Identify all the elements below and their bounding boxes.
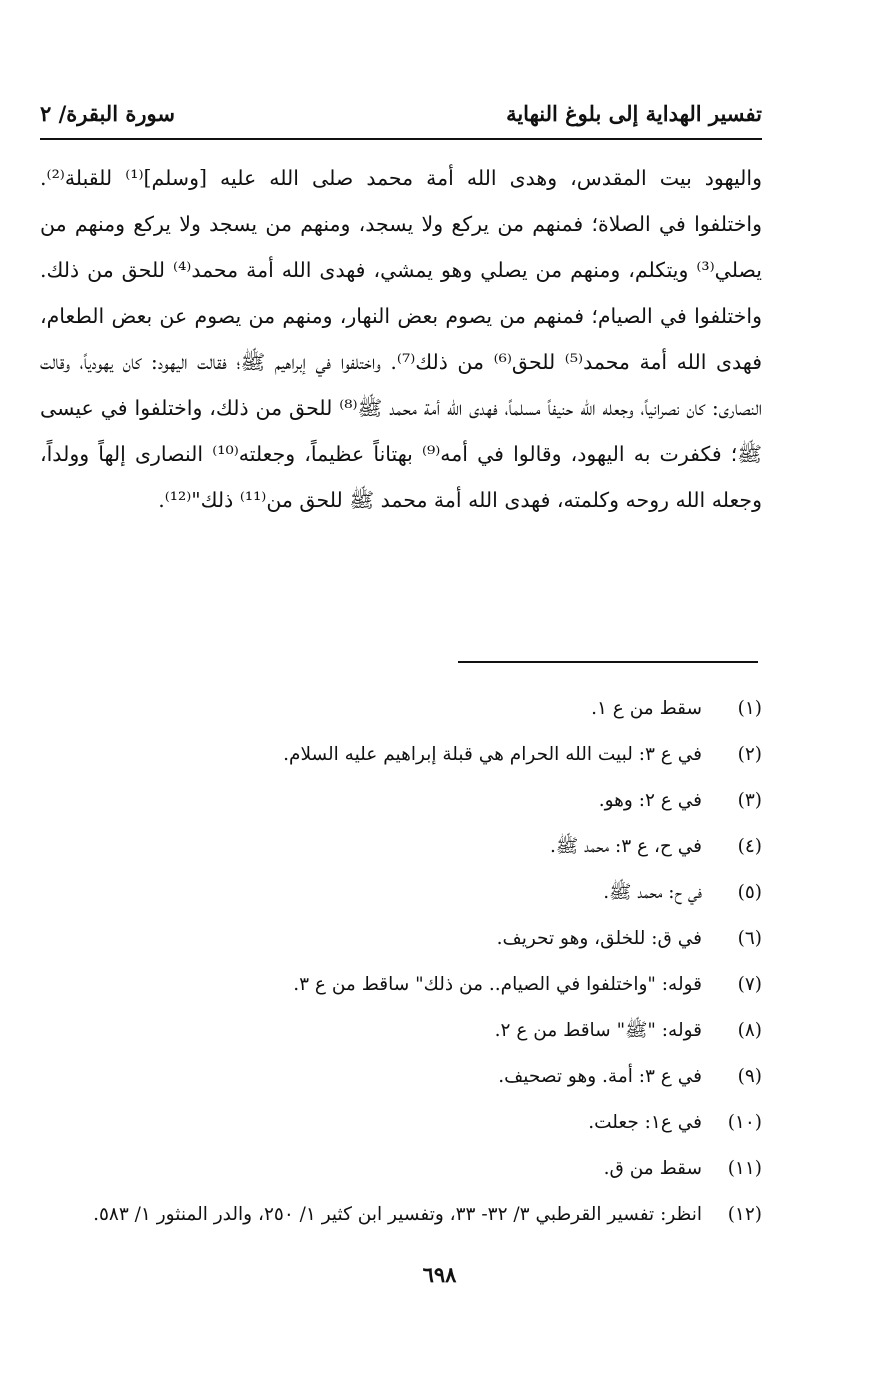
footnote-number: (٦): [737, 928, 762, 949]
header-rule: [40, 138, 762, 140]
footnote-text: انظر: تفسير القرطبي ٣/ ٣٢- ٣٣، وتفسير ابن كثير ١/ ٢٥٠، والدر المنثور ١/ ٥٨٣.: [93, 1204, 702, 1225]
footnote-text: قوله: "واختلفوا في الصيام.. من ذلك" ساقط من ع ٣.: [293, 974, 702, 995]
footnote-number: (١٠): [727, 1112, 762, 1133]
footnote-item: [40, 1100, 762, 1146]
footnote-separator: [458, 661, 758, 663]
footnote-text: في ع ٣: أمة. وهو تصحيف.: [498, 1066, 702, 1087]
footnote-text: سقط من ع ١.: [591, 698, 702, 719]
footnote-item: [40, 1008, 762, 1054]
footnote-number: (١): [737, 698, 762, 719]
main-text: [40, 155, 762, 523]
footnote-item: [40, 824, 762, 870]
footnote-item: [40, 732, 762, 778]
footnote-text: في ح، ع ٣: محمد ﷺ.: [549, 836, 702, 857]
footnote-number: (٣): [737, 790, 762, 811]
footnote-text: في ح: محمد ﷺ.: [603, 882, 702, 903]
footnote-number: (٢): [737, 744, 762, 765]
running-header: [40, 92, 762, 126]
footnote-number: (٩): [737, 1066, 762, 1087]
footnote-number: (٨): [737, 1020, 762, 1041]
footnote-text: في ق: للخلق، وهو تحريف.: [496, 928, 702, 949]
footnote-number: (٤): [737, 836, 762, 857]
footnote-item: [40, 870, 762, 916]
footnote-number: (١٢): [727, 1204, 762, 1225]
footnote-number: (٧): [737, 974, 762, 995]
page-number: ٦٩٨: [422, 1262, 457, 1287]
book-title: تفسير الهداية إلى بلوغ النهاية: [506, 101, 762, 126]
footnote-number: (١١): [727, 1158, 762, 1179]
section-title: سورة البقرة/ ٢: [40, 101, 175, 126]
footnote-item: [40, 1054, 762, 1100]
footnote-text: في ع ٢: وهو.: [598, 790, 702, 811]
body-paragraph: واليهود بيت المقدس، وهدى الله أمة محمد صلى الله عليه [وسلم]⁽¹⁾ للقبلة⁽²⁾. واختلفوا في الصلاة؛ فمنهم من يركع ولا يسجد، ومنهم من يسجد ولا يركع ومنهم من يصلي⁽³⁾ ويتكلم، ومنهم من يصلي وهو يمشي، فهدى الله أمة محمد⁽⁴⁾ للحق من ذلك. واختلفوا في الصيام؛ فمنهم من يصوم بعض النهار، ومنهم من يصوم عن بعض الطعام، فهدى الله أمة محمد⁽⁵⁾ للحق⁽⁶⁾ من ذلك⁽⁷⁾. واختلفوا في إبراهيم ﷺ؛ فقالت اليهود: كان يهودياً، وقالت النصارى: كان نصرانياً، وجعله الله حنيفاً مسلماً، فهدى الله أمة محمد ﷺ⁽⁸⁾ للحق من ذلك، واختلفوا في عيسى ﷺ؛ فكفرت به اليهود، وقالوا في أمه⁽⁹⁾ بهتاناً عظيماً، وجعلته⁽¹⁰⁾ النصارى إلهاً وولداً، وجعله الله روحه وكلمته، فهدى الله أمة محمد ﷺ للحق من⁽¹¹⁾ ذلك"⁽¹²⁾.: [40, 166, 763, 512]
footnote-item: [40, 1192, 762, 1238]
footnotes-list: [40, 686, 762, 1238]
footnote-text: قوله: "ﷺ" ساقط من ع ٢.: [494, 1020, 702, 1041]
footnote-item: [40, 1146, 762, 1192]
footnote-item: [40, 962, 762, 1008]
footnote-text: سقط من ق.: [603, 1158, 702, 1179]
footnote-item: [40, 686, 762, 732]
footnote-text: في ع ٣: لبيت الله الحرام هي قبلة إبراهيم عليه السلام.: [283, 744, 702, 765]
footnote-item: [40, 778, 762, 824]
footnote-item: [40, 916, 762, 962]
footnote-number: (٥): [737, 882, 762, 903]
footnote-text: في ع١: جعلت.: [588, 1112, 702, 1133]
